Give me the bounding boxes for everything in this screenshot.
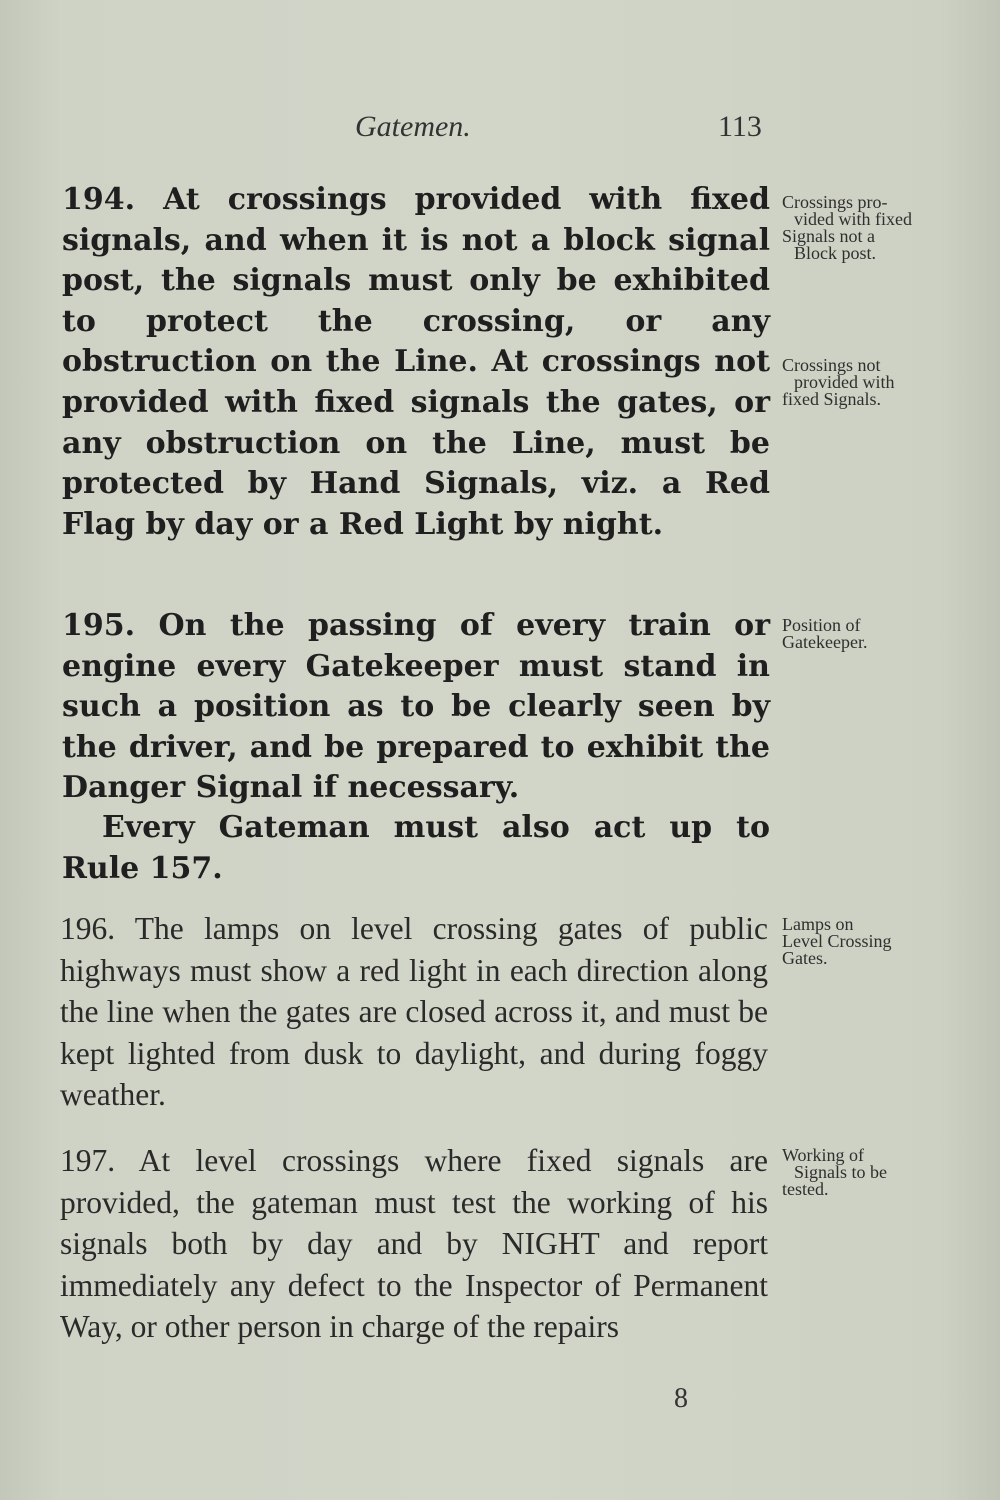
running-head-title: Gatemen. — [355, 110, 471, 143]
side-note-working-signals — [782, 1147, 962, 1198]
side-note-line: vided with fixed — [794, 209, 912, 229]
side-note-line: Working of — [782, 1145, 865, 1165]
rule-196: 196. The lamps on level crossing gates of public highways must show a red light in each direction along the line when the gates are closed across it, and must be kept lighted from dusk to daylight, and during foggy weather. — [60, 911, 768, 1113]
rule-197: 197. At level crossings where fixed signals are provided, the gateman must test the working of his signals both by day and by NIGHT and report immediately any defect to the Inspector of Permanent Way, or other person in charge of the repairs — [60, 1143, 768, 1345]
side-note-line: fixed Signals. — [782, 389, 881, 409]
rule-194: 194. At crossings provided with fixed signals, and when it is not a block signal post, the signals must only be exhibited to protect the crossing, or any obstruction on the Line. At crossings not provided with fixed signals the gates, or any obstruction on the Line, must be protected by Hand Signals, viz. a Red Flag by day or a Red Light by night. — [62, 182, 770, 542]
page-number: 113 — [718, 110, 762, 143]
side-note-line: Position of — [782, 615, 861, 635]
side-note-line: Lamps on — [782, 914, 854, 934]
side-note-line: Crossings not — [782, 355, 881, 375]
side-note-fixed-signals — [782, 194, 962, 262]
side-note-lamps — [782, 916, 962, 967]
signature-mark: 8 — [674, 1383, 688, 1414]
side-note-line: tested. — [782, 1179, 829, 1199]
side-note-line: Signals not a — [782, 226, 875, 246]
side-note-no-fixed-signals — [782, 357, 962, 408]
rule-195: 195. On the passing of every train or engine every Gatekeeper must stand in such a position as to be clearly seen by the driver, and be prepared to exhibit the Danger Signal if necessary. — [62, 608, 770, 806]
side-note-line: Gates. — [782, 948, 828, 968]
side-note-line: provided with — [794, 372, 895, 392]
side-note-line: Gatekeeper. — [782, 632, 868, 652]
side-note-line: Signals to be — [794, 1162, 887, 1182]
side-note-line: Block post. — [794, 243, 877, 263]
side-note-gatekeeper — [782, 617, 962, 651]
side-note-line: Crossings pro- — [782, 192, 888, 212]
side-note-line: Level Crossing — [782, 931, 892, 951]
rule-195-note: Every Gateman must also act up to Rule 157. — [62, 810, 770, 886]
